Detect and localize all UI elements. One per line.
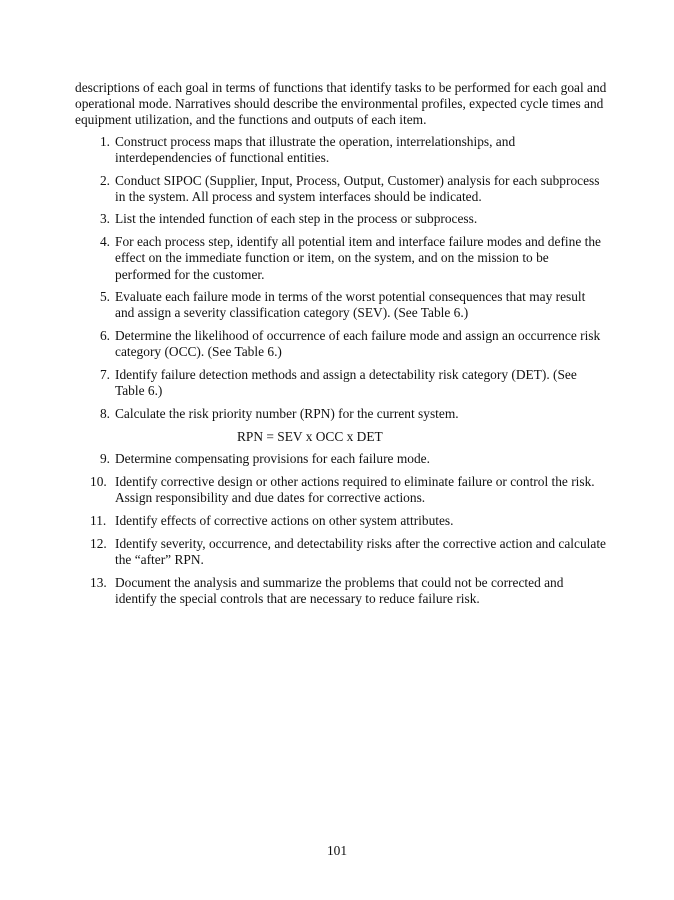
step-number: 6.: [99, 328, 110, 344]
step-text: Construct process maps that illustrate the operation, interrelationships, and interdependencies of functional entities.: [115, 133, 516, 165]
step-text: Identify failure detection methods and assign a detectability risk category (DET). (See Table 6.): [115, 367, 577, 399]
step-text: Document the analysis and summarize the problems that could not be corrected and identify the special controls that are necessary to reduce failure risk.: [115, 574, 564, 606]
document-body: [75, 80, 607, 613]
step-text: Calculate the risk priority number (RPN) for the current system.: [115, 405, 459, 421]
step-text: Evaluate each failure mode in terms of the worst potential consequences that may result and assign a severity classification category (SEV). (See Table 6.): [115, 289, 586, 321]
step-item-8: [75, 406, 607, 422]
page-number: 101: [326, 843, 348, 858]
rpn-formula: RPN = SEV x OCC x DET: [237, 428, 383, 444]
step-text: Conduct SIPOC (Supplier, Input, Process, Output, Customer) analysis for each subprocess in the system. All process and system interfaces should be indicated.: [115, 172, 600, 204]
step-number: 13.: [90, 574, 107, 590]
step-number: 12.: [90, 535, 107, 551]
step-item-3: [75, 211, 607, 227]
step-number: 5.: [99, 289, 110, 305]
step-item-4: [75, 234, 607, 283]
step-text: List the intended function of each step in the process or subprocess.: [115, 211, 478, 227]
step-text: Identify effects of corrective actions on other system attributes.: [115, 512, 454, 528]
step-number: 4.: [99, 234, 110, 250]
step-number: 7.: [99, 367, 110, 383]
step-text: Identify corrective design or other actions required to eliminate failure or control the risk. Assign responsibility and due dates for corrective actions.: [115, 474, 595, 506]
intro-paragraph: descriptions of each goal in terms of functions that identify tasks to be performed for each goal and operational mode. Narratives should describe the environmental profiles, expected cycle times and equipment utilization, and the functions and outputs of each item.: [75, 80, 607, 128]
step-item-13: [75, 575, 607, 607]
step-number: 2.: [99, 172, 110, 188]
step-number: 9.: [99, 451, 110, 467]
step-item-7: [75, 367, 607, 399]
step-item-10: [75, 474, 607, 506]
step-number: 3.: [99, 211, 110, 227]
step-number: 11.: [90, 512, 107, 528]
step-item-5: [75, 289, 607, 321]
procedure-steps-list-continued: [75, 451, 607, 607]
step-text: For each process step, identify all potential item and interface failure modes and define the effect on the immediate function or item, on the system, and on the mission to be performed for the customer.: [115, 234, 601, 282]
step-number: 10.: [90, 474, 107, 490]
step-text: Identify severity, occurrence, and detectability risks after the corrective action and calculate the “after” RPN.: [115, 535, 606, 567]
step-number: 1.: [99, 133, 110, 149]
step-item-12: [75, 536, 607, 568]
step-item-9: [75, 451, 607, 467]
step-item-6: [75, 328, 607, 360]
procedure-steps-list: [75, 134, 607, 423]
step-number: 8.: [99, 405, 110, 421]
step-item-2: [75, 173, 607, 205]
step-text: Determine the likelihood of occurrence of each failure mode and assign an occurrence risk category (OCC). (See Table 6.): [115, 328, 601, 360]
step-text: Determine compensating provisions for each failure mode.: [115, 451, 430, 467]
step-item-1: [75, 134, 607, 166]
step-item-11: [75, 513, 607, 529]
